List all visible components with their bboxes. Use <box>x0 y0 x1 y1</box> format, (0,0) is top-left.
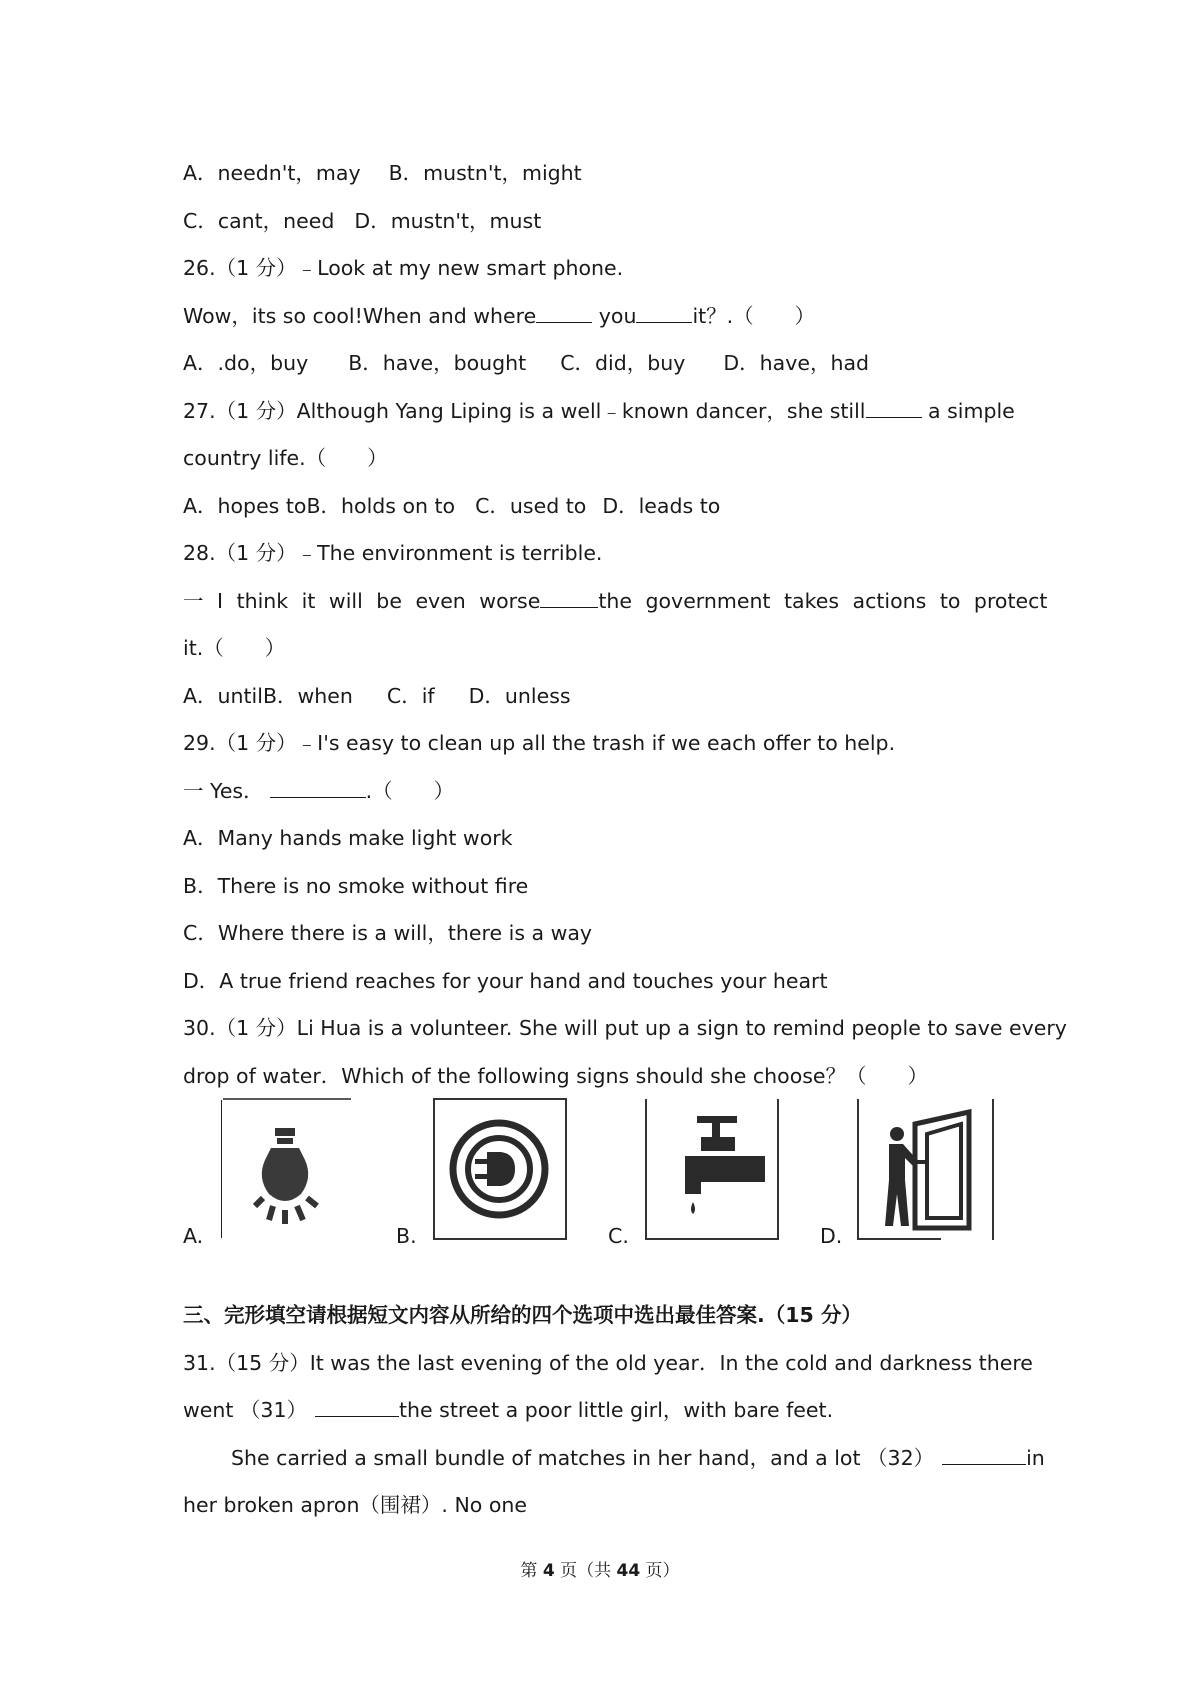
q29-option-d: D．A true friend reaches for your hand and touches your heart <box>183 968 828 993</box>
answer-blank <box>866 399 922 418</box>
q28-line-2: 一 I think it will be even worse the government takes actions to protect <box>183 588 1048 613</box>
q29-stem: 29.（1 分）﹣I's easy to clean up all the trash if we each offer to help. <box>183 731 896 755</box>
total-pages: 44 <box>616 1561 641 1581</box>
q26-line-2: Wow，its so cool!When and where you it？.（ ） <box>183 303 816 328</box>
q29-line-2: 一 Yes． .（ ） <box>183 778 455 803</box>
q31-line-2: went （31） the street a poor little girl，with bare feet. <box>183 1398 834 1422</box>
q25-options-row-2 <box>183 198 1028 246</box>
option-text: C．cant，need <box>183 208 335 233</box>
q31-line-1: 31.（15 分）It was the last evening of the old year．In the cold and darkness there <box>183 1350 1033 1375</box>
q31-line-3: She carried a small bundle of matches in her hand，and a lot （32） in <box>231 1445 1045 1470</box>
answer-blank <box>315 1398 399 1417</box>
q27-options: A．hopes toB．holds on to C．used to D．leads to <box>183 493 721 518</box>
q30-sign-options <box>183 1098 1028 1248</box>
answer-blank <box>942 1446 1026 1465</box>
q28-stem: 28.（1 分）﹣The environment is terrible. <box>183 541 603 565</box>
q29-option-a: A．Many hands make light work <box>183 826 513 850</box>
q27-line-1: 27.（1 分）Although Yang Liping is a well﹣known dancer，she still a simple <box>183 398 1015 423</box>
q25-options-row-1 <box>183 150 1028 198</box>
q28-line-3: it.（ ） <box>183 636 286 660</box>
q30-line-2: drop of water．Which of the following signs should she choose？（ ） <box>183 1063 929 1088</box>
option-label-a: A. <box>183 1224 204 1248</box>
section-title: 三、完形填空请根据短文内容从所给的四个选项中选出最佳答案.（15 分） <box>183 1303 862 1327</box>
answer-blank <box>636 304 692 323</box>
q31-line-4: her broken apron（围裙）. No one <box>183 1493 528 1517</box>
option-text: D．mustn't，must <box>354 208 542 233</box>
option-text: A．needn't，may <box>183 161 361 185</box>
page-footer: 第 4 页（共 44 页） <box>520 1561 680 1581</box>
option-label-c: C. <box>608 1224 629 1248</box>
light-bulb-icon <box>221 1098 351 1243</box>
option-label-b: B. <box>396 1224 417 1248</box>
q30-line-1: 30.（1 分）Li Hua is a volunteer. She will put up a sign to remind people to save every <box>183 1016 1067 1040</box>
answer-blank <box>536 304 592 323</box>
q29-option-b: B．There is no smoke without fire <box>183 873 529 898</box>
option-label-d: D. <box>820 1224 843 1248</box>
plug-icon <box>433 1098 568 1243</box>
option-text: B．mustn't，might <box>388 161 582 185</box>
water-tap-icon <box>645 1098 780 1243</box>
person-door-icon <box>857 1098 997 1243</box>
q28-options: A．untilB．when C．if D．unless <box>183 683 571 708</box>
q27-line-2: country life.（ ） <box>183 446 388 470</box>
answer-blank <box>270 779 366 798</box>
q26-stem: 26.（1 分）﹣Look at my new smart phone. <box>183 256 624 280</box>
q29-option-c: C．Where there is a will，there is a way <box>183 921 593 945</box>
answer-blank <box>540 589 598 608</box>
page-number: 4 <box>542 1561 555 1581</box>
cloze-section <box>183 1292 1045 1530</box>
question-content <box>183 150 1067 1100</box>
q26-options: A．.do，buy B．have，bought C．did，buy D．have，had <box>183 351 870 375</box>
